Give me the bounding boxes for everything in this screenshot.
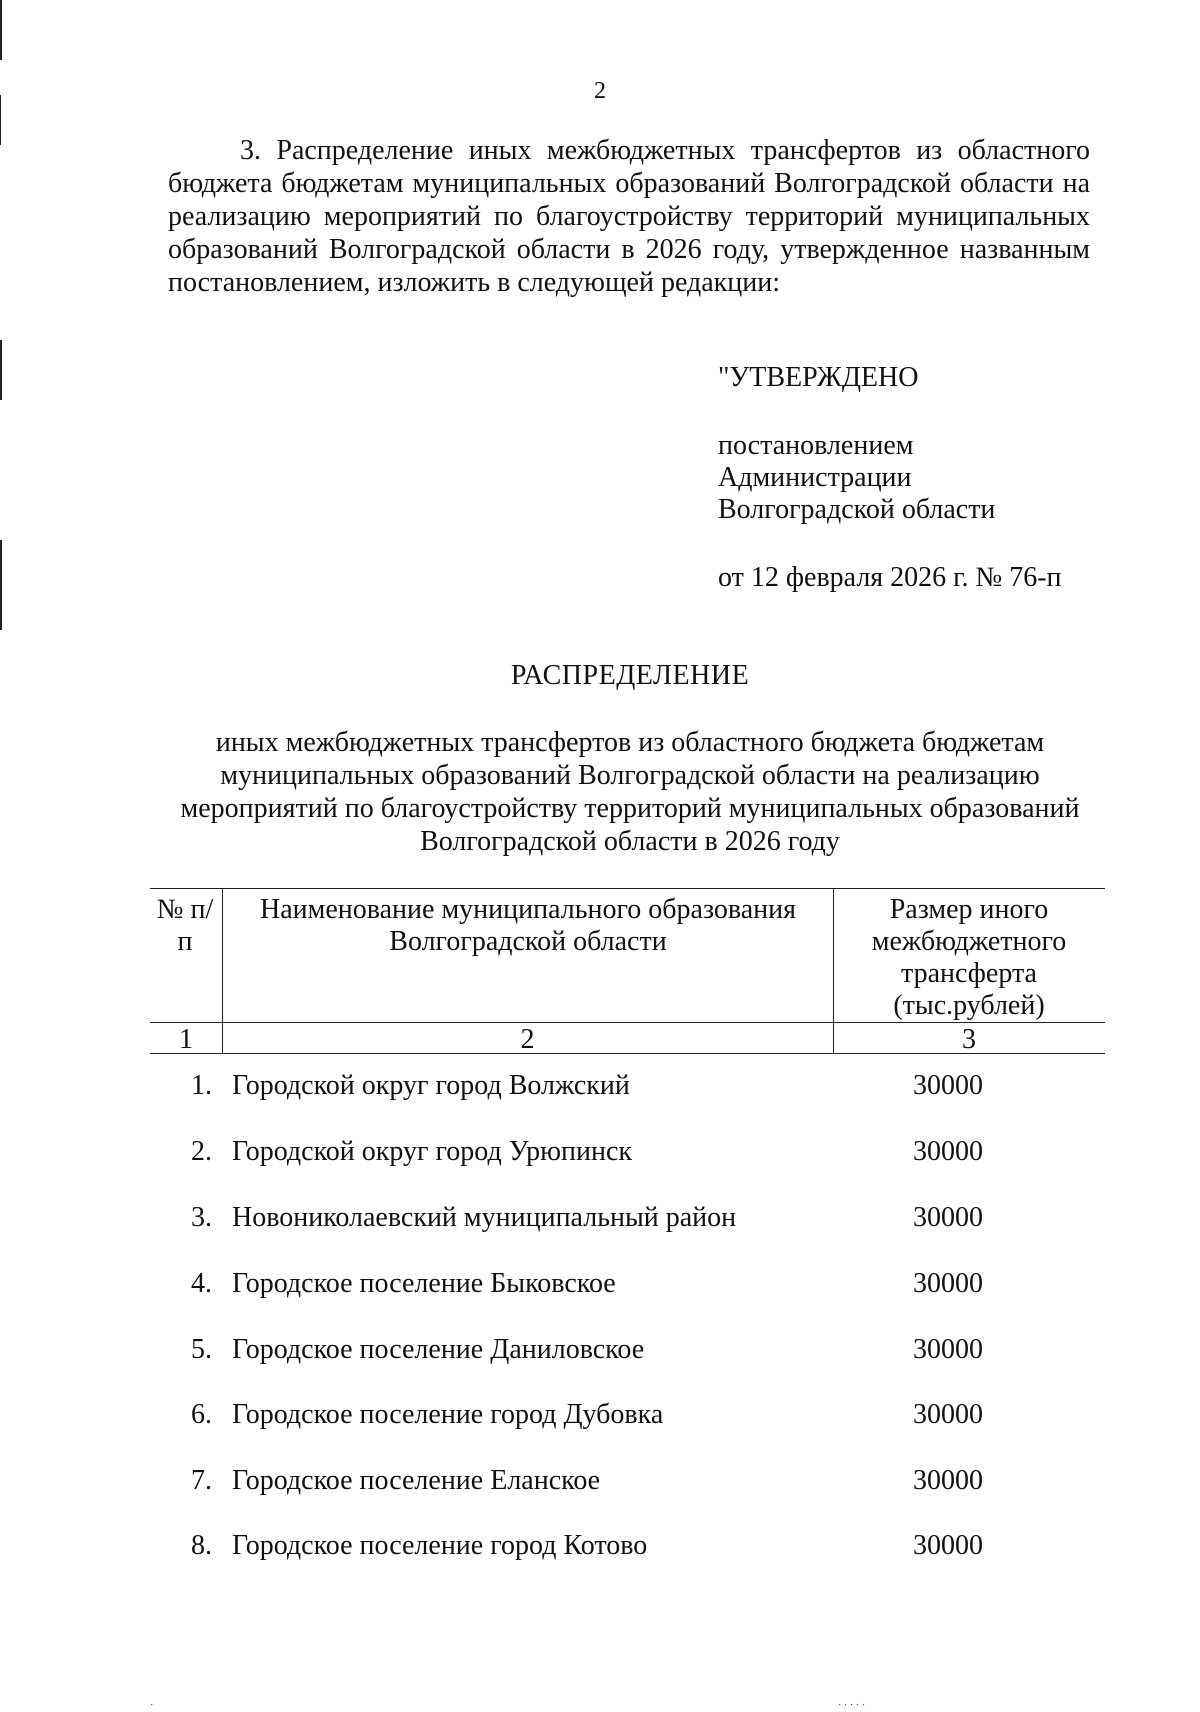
row-number: 1. xyxy=(191,1070,212,1101)
table-header-divider xyxy=(150,1022,1105,1023)
page-number: 2 xyxy=(594,78,606,104)
row-amount: 30000 xyxy=(913,1136,983,1167)
row-number: 3. xyxy=(191,1202,212,1233)
row-municipality: Городской округ город Урюпинск xyxy=(232,1136,632,1167)
row-amount: 30000 xyxy=(913,1465,983,1496)
row-municipality: Городское поселение Быковское xyxy=(232,1268,616,1299)
scan-specks: ⋅ xyxy=(150,1700,154,1711)
approval-line: Волгоградской области xyxy=(718,494,996,525)
row-municipality: Городское поселение Еланское xyxy=(232,1465,601,1496)
header-num: № п/п xyxy=(156,894,214,957)
table-row xyxy=(150,1070,1100,1110)
scan-specks: ⋅ ⋅ ⋅ ⋅ ⋅ xyxy=(838,1700,866,1711)
row-amount: 30000 xyxy=(913,1070,983,1101)
row-municipality: Городское поселение город Котово xyxy=(232,1530,648,1561)
table-row xyxy=(150,1268,1100,1308)
table-row xyxy=(150,1202,1100,1242)
approval-stamp-title: "УТВЕРЖДЕНО xyxy=(718,362,919,393)
table-row xyxy=(150,1399,1100,1439)
amendment-paragraph xyxy=(168,134,1090,299)
row-amount: 30000 xyxy=(913,1268,983,1299)
approval-date: от 12 февраля 2026 г. № 76-п xyxy=(718,562,1062,593)
row-amount: 30000 xyxy=(913,1334,983,1365)
row-number: 5. xyxy=(191,1334,212,1365)
row-municipality: Городское поселение Даниловское xyxy=(232,1334,645,1365)
document-subtitle: иных межбюджетных трансфертов из областного бюджета бюджетам муниципальных образований Волгоградской области на реализацию мероприятий по благоустройству территорий муниципальных образований Волгоградской области в 2026 году xyxy=(180,727,1080,857)
approval-line: Администрации xyxy=(718,462,912,493)
scan-edge-mark xyxy=(0,0,2,60)
table-row xyxy=(150,1334,1100,1374)
header-name: Наименование муниципального образования Волгоградской области xyxy=(260,894,796,957)
row-amount: 30000 xyxy=(913,1399,983,1430)
row-municipality: Городское поселение город Дубовка xyxy=(232,1399,664,1430)
column-number: 2 xyxy=(520,1024,535,1055)
row-amount: 30000 xyxy=(913,1202,983,1233)
header-amount: Размер иного межбюджетного трансферта (тыс.рублей) xyxy=(871,894,1067,1021)
scan-edge-mark xyxy=(0,540,2,630)
table-row xyxy=(150,1136,1100,1176)
row-number: 6. xyxy=(191,1399,212,1430)
table-row xyxy=(150,1530,1100,1570)
amendment-paragraph-text: 3. Распределение иных межбюджетных трансфертов из областного бюджета бюджетам муниципальных образований Волгоградской области на реализацию мероприятий по благоустройству территорий муниципальных образований Волгоградской области в 2026 году, утвержденное названным постановлением, изложить в следующей редакции: xyxy=(168,135,1090,298)
row-number: 7. xyxy=(191,1465,212,1496)
scan-edge-mark xyxy=(0,340,2,400)
row-number: 8. xyxy=(191,1530,212,1561)
row-amount: 30000 xyxy=(913,1530,983,1561)
approval-block xyxy=(718,430,995,526)
row-municipality: Новониколаевский муниципальный район xyxy=(232,1202,737,1233)
column-number: 3 xyxy=(962,1024,976,1055)
approval-line: постановлением xyxy=(718,430,914,461)
column-number: 1 xyxy=(179,1024,193,1055)
table-row xyxy=(150,1465,1100,1505)
document-title: РАСПРЕДЕЛЕНИЕ xyxy=(510,660,750,691)
row-number: 2. xyxy=(191,1136,212,1167)
row-municipality: Городской округ город Волжский xyxy=(232,1070,630,1101)
row-number: 4. xyxy=(191,1268,212,1299)
table-top-border xyxy=(150,888,1105,889)
